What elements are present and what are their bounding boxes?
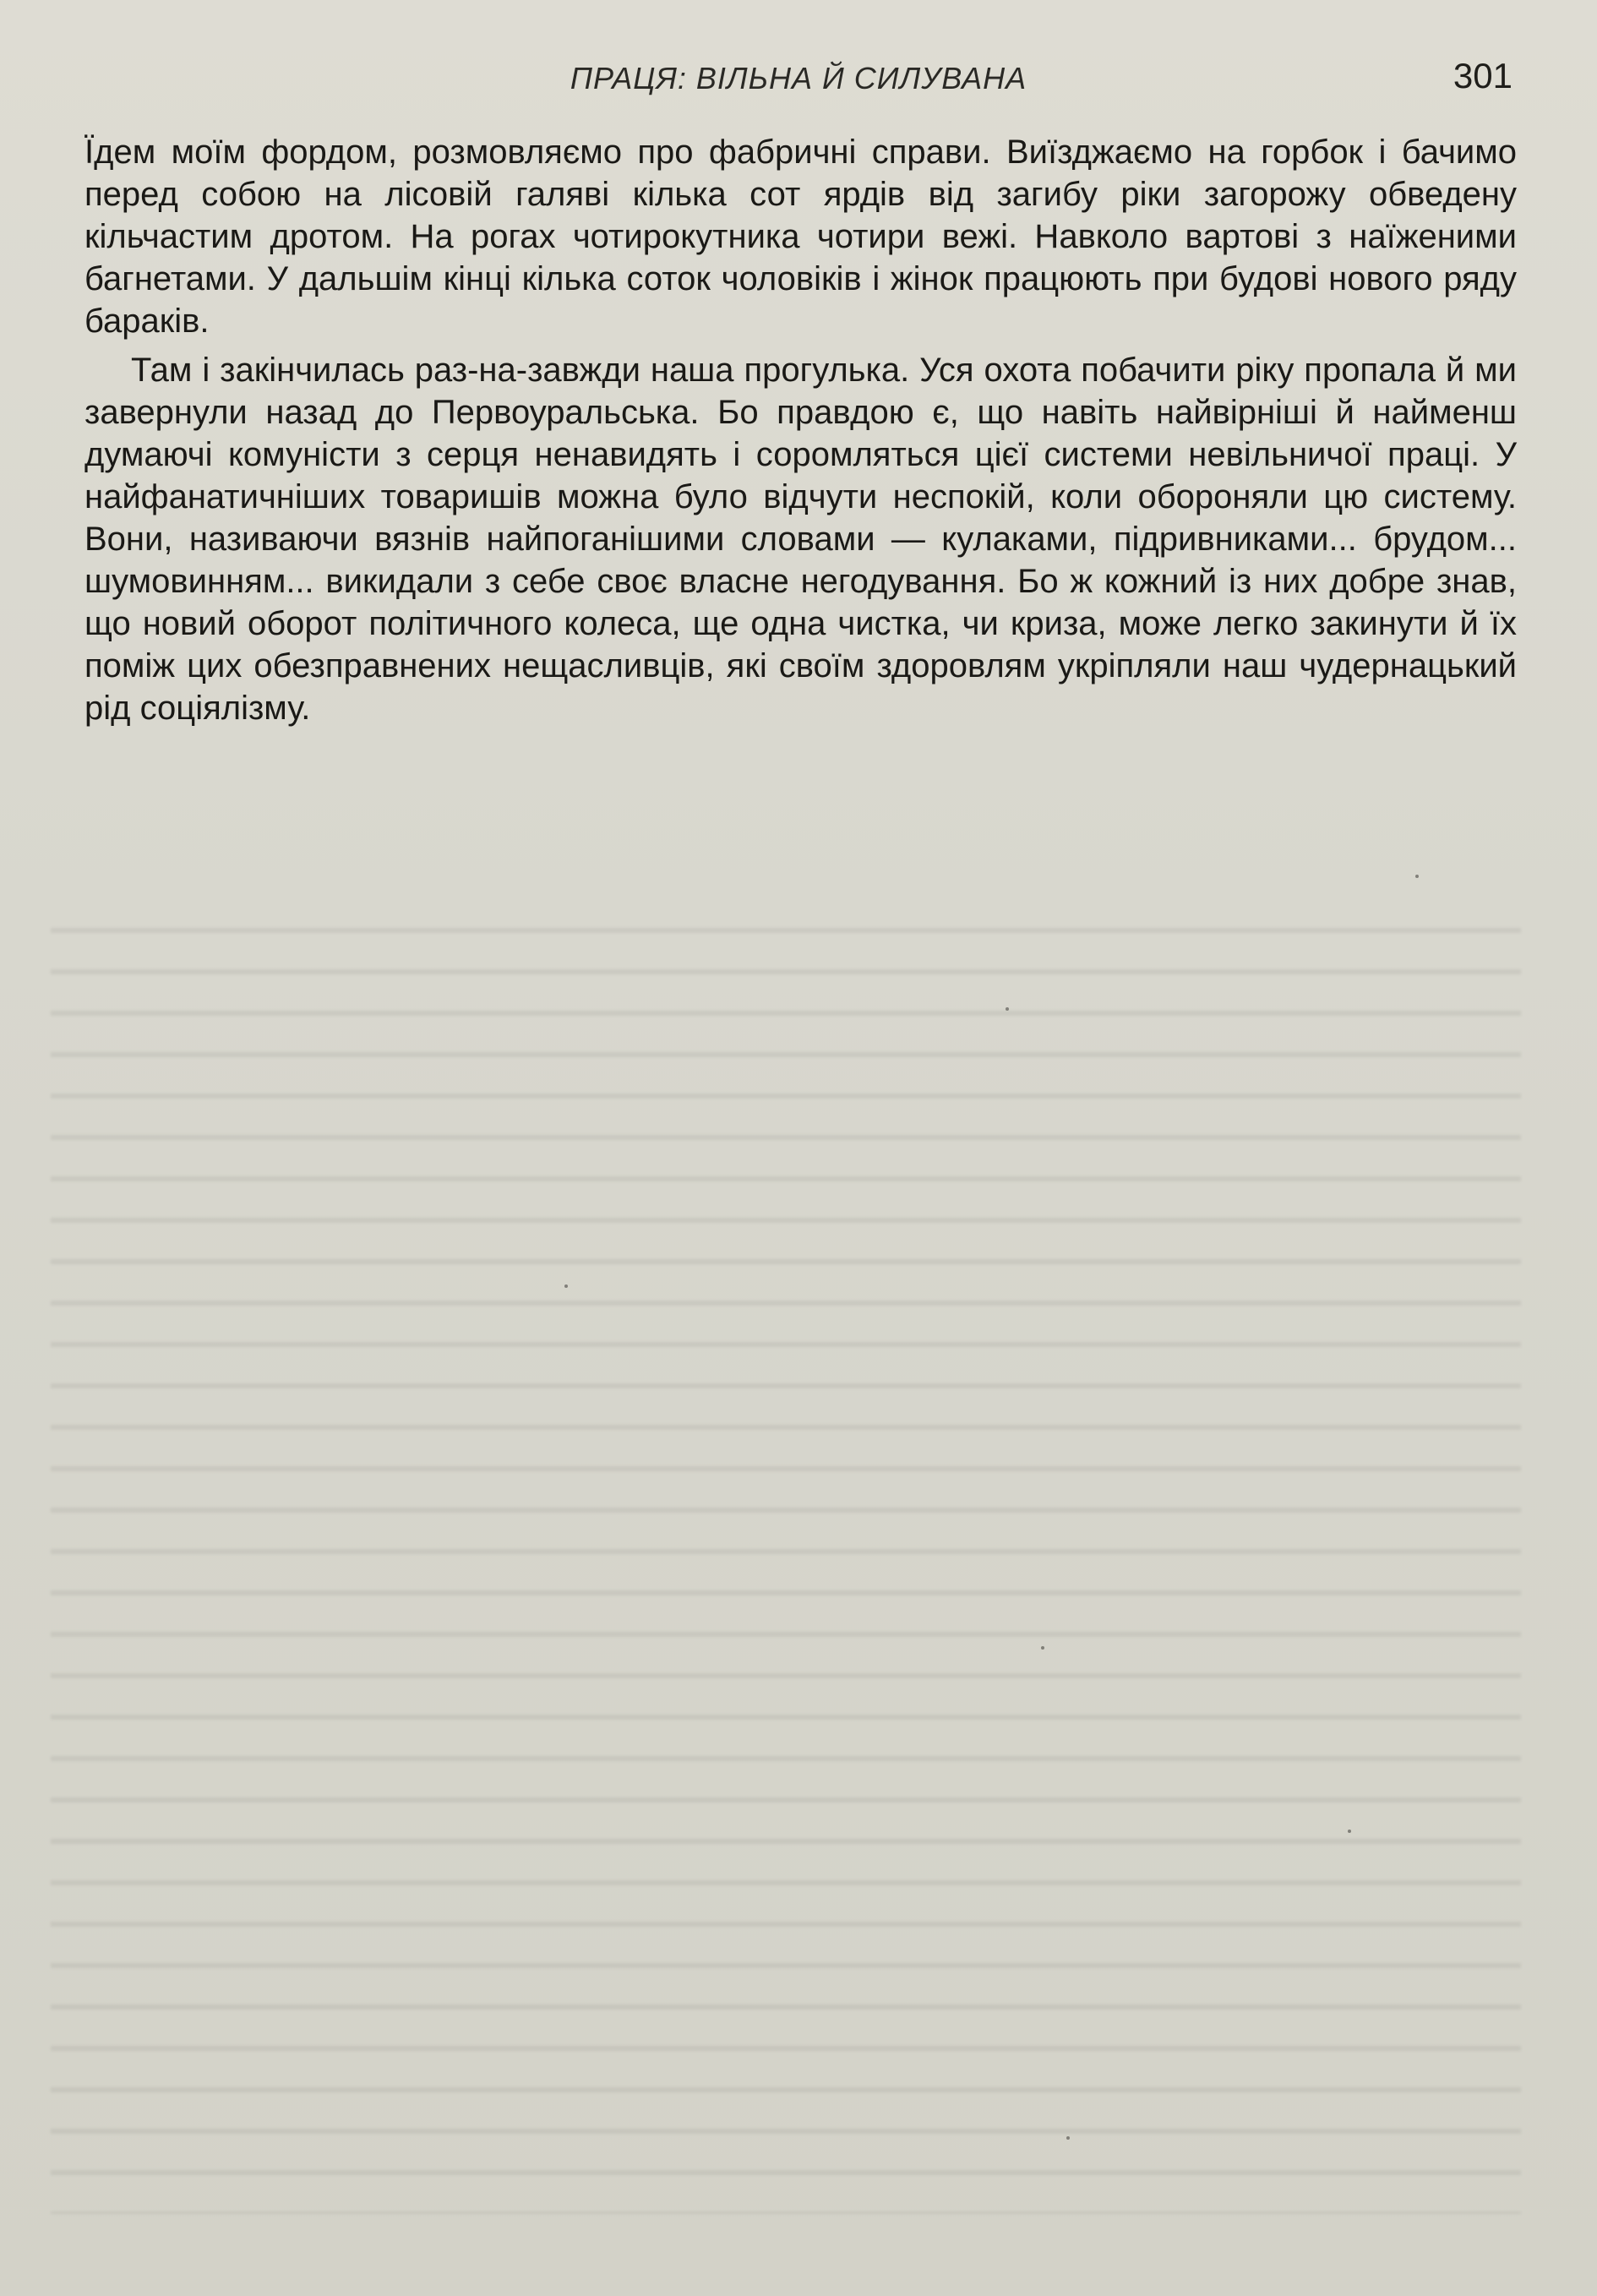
paragraph-2: Там і закінчилась раз-на-завжди наша прогулька. Уся охота побачити ріку пропала й ми завернули назад до Первоуральська. Бо правдою є, що навіть найвірніші й найменш думаючі комуністи з серця ненавидять і соромляться цієї системи невільничої праці. У найфанатичніших товаришів можна було відчути неспокій, коли обороняли цю систему. Вони, називаючи вязнів найпоганішими словами — кулаками, підривниками... брудом... шумовинням... викидали з себе своє власне негодування. Бо ж кожний із них добре знав, що новий оборот політичного колеса, ще одна чистка, чи криза, може легко закинути й їх поміж цих обезправнених нещасливців, які своїм здоровлям укріпляли наш чудернацький рід соціялізму. bbox=[84, 352, 1517, 727]
paper-speck bbox=[1348, 1830, 1351, 1833]
page-number: 301 bbox=[1453, 56, 1513, 95]
bleed-through-texture bbox=[51, 904, 1521, 2214]
paper-speck bbox=[1066, 2136, 1070, 2140]
paper-speck bbox=[564, 1284, 568, 1288]
body-text bbox=[84, 131, 1517, 729]
paper-speck bbox=[1041, 1646, 1044, 1650]
paper-speck bbox=[1006, 1007, 1009, 1011]
paper-speck bbox=[1415, 875, 1419, 878]
running-title: ПРАЦЯ: ВІЛЬНА Й СИЛУВАНА bbox=[570, 61, 1027, 95]
page-header bbox=[84, 56, 1513, 103]
paragraph-1: Їдем моїм фордом, розмовляємо про фабричні справи. Виїзджаємо на горбок і бачимо перед собою на лісовій галяві кілька сот ярдів від загибу ріки загорожу обведену кільчастим дротом. На рогах чотирокутника чотири вежі. Навколо вартові з наїженими багнетами. У дальшім кінці кілька соток чоловіків і жінок працюють при будові нового ряду бараків. bbox=[84, 134, 1517, 340]
